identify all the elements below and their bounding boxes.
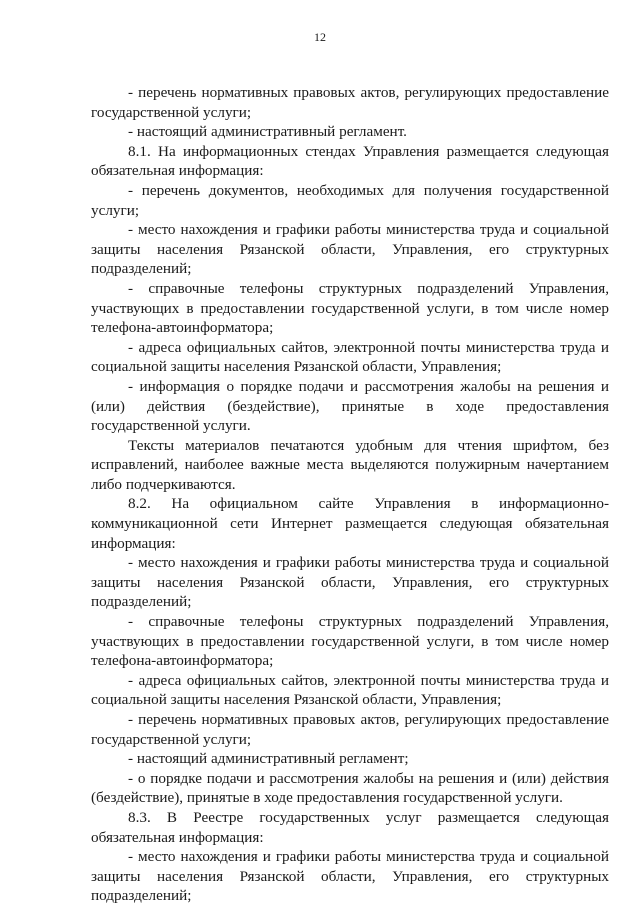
paragraph: - место нахождения и графики работы министерства труда и социальной защиты населения Рязанской области, Управления, его структурных подразделений; xyxy=(91,221,609,278)
paragraph: - перечень документов, необходимых для получения государственной услуги; xyxy=(91,181,609,219)
paragraph: 8.1. На информационных стендах Управления размещается следующая обязательная информация: xyxy=(91,142,609,180)
paragraph: - справочные телефоны структурных подразделений Управления, участвующих в предоставлении государственной услуги, в том числе номер телефона-автоинформатора; xyxy=(91,613,609,670)
paragraph: 8.2. На официальном сайте Управления в информационно-коммуникационной сети Интернет размещается следующая обязательная информация: xyxy=(91,495,609,552)
paragraph: - место нахождения и графики работы министерства труда и социальной защиты населения Рязанской области, Управления, его структурных подразделений; xyxy=(91,848,609,905)
paragraph: Тексты материалов печатаются удобным для чтения шрифтом, без исправлений, наиболее важные места выделяются полужирным начертанием либо подчеркиваются. xyxy=(91,436,609,493)
paragraph: - настоящий административный регламент; xyxy=(128,750,409,768)
paragraph: - настоящий административный регламент. xyxy=(128,123,407,141)
paragraph: - адреса официальных сайтов, электронной почты министерства труда и социальной защиты населения Рязанской области, Управления; xyxy=(91,338,609,376)
paragraph: - информация о порядке подачи и рассмотрения жалобы на решения и (или) действия (бездействие), принятые в ходе предоставления государственной услуги. xyxy=(91,377,609,435)
paragraph: - место нахождения и графики работы министерства труда и социальной защиты населения Рязанской области, Управления, его структурных подразделений; xyxy=(91,554,609,611)
paragraph: - справочные телефоны структурных подразделений Управления, участвующих в предоставлении государственной услуги, в том числе номер телефона-автоинформатора; xyxy=(91,279,609,337)
paragraph: - перечень нормативных правовых актов, регулирующих предоставление государственной услуги; xyxy=(91,84,609,121)
paragraph: - перечень нормативных правовых актов, регулирующих предоставление государственной услуги; xyxy=(91,711,609,748)
paragraph: 8.3. В Реестре государственных услуг размещается следующая обязательная информация: xyxy=(91,808,609,846)
page-number: 12 xyxy=(314,30,326,44)
document-body xyxy=(91,83,609,906)
paragraph: - адреса официальных сайтов, электронной почты министерства труда и социальной защиты населения Рязанской области, Управления; xyxy=(91,671,609,709)
paragraph: - о порядке подачи и рассмотрения жалобы на решения и (или) действия (бездействие), принятые в ходе предоставления государственной услуги. xyxy=(91,769,609,807)
